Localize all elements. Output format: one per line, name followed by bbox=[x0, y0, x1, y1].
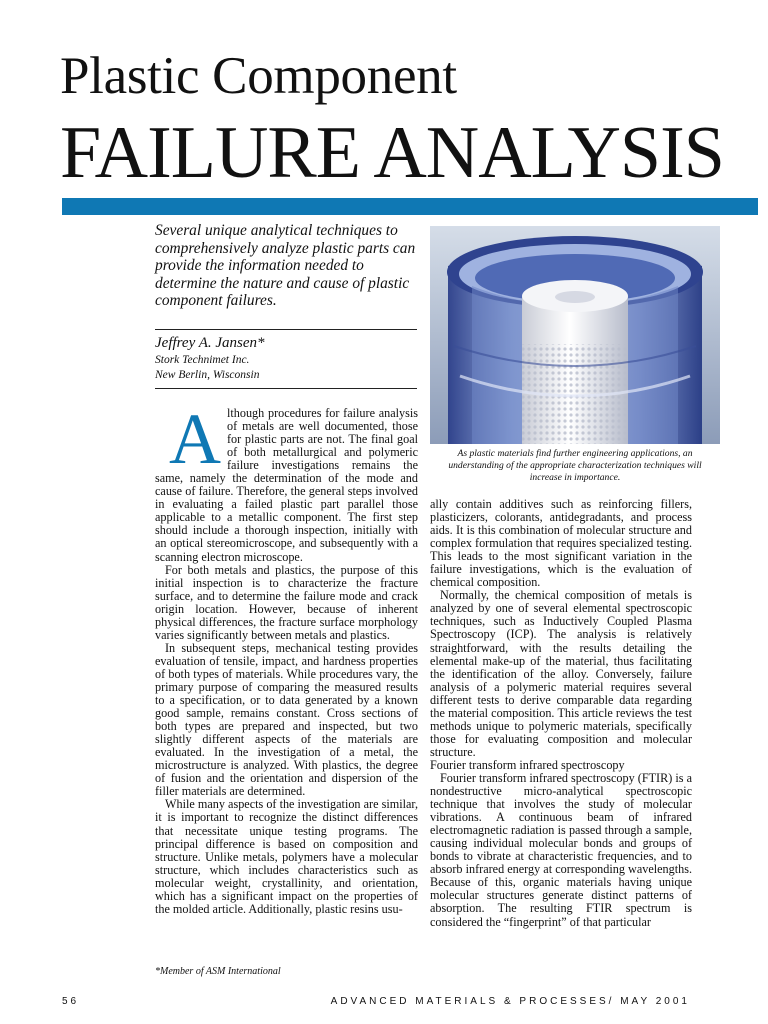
affiliation-company: Stork Technimet Inc. bbox=[155, 354, 250, 366]
body-column-2 bbox=[430, 498, 692, 978]
title-line-1: Plastic Component bbox=[60, 47, 457, 105]
author-affiliation bbox=[155, 353, 259, 383]
title-accent-bar bbox=[62, 198, 758, 215]
page-number: 56 bbox=[62, 996, 80, 1007]
body-paragraph: Fourier transform infrared spectroscopy (FTIR) is a nondestructive micro-analytical spectroscopic technique that involves the study of molecular vibrations. A continuous beam of infrared electromagnetic radiation is passed through a sample, causing individual molecular bonds and groups of bonds to vibrate at characteristic frequencies, and to absorb infrared energy at corresponding wavelengths. Because of this, organic materials having unique molecular structures generate distinct patterns of absorption. The resulting FTIR spectrum is considered the “fingerprint” of that particular bbox=[430, 770, 692, 929]
title-line-2: FAILURE ANALYSIS bbox=[60, 112, 724, 194]
deck-summary: Several unique analytical techniques to comprehensively analyze plastic parts can provide the information needed to determine the nature and cause of plastic component failures. bbox=[155, 222, 416, 310]
body-paragraph: ally contain additives such as reinforcing fillers, plasticizers, colorants, antidegradants, and process aids. It is this combination of molecular structure and complex formulation that requires specialized testing. This leads to the most significant variation in the failure investigations, which is the evaluation of chemical composition. bbox=[430, 497, 692, 590]
body-paragraph: In subsequent steps, mechanical testing provides evaluation of tensile, impact, and hardness properties of both types of materials. While procedures vary, the primary purpose of comparing the measured results to a specification, or to data generated by a known good sample, remains constant. Cross sections of both types are prepared and inspected, but two slightly different aspects of the materials are evaluated. In the investigation of a metal, the microstructure is analyzed. With plastics, the degree of fusion and the orientation and dispersion of the filler materials are determined. bbox=[155, 640, 418, 799]
author-rule bbox=[155, 388, 417, 389]
affiliation-location: New Berlin, Wisconsin bbox=[155, 369, 260, 381]
author-footnote: *Member of ASM International bbox=[155, 966, 281, 977]
body-column-1 bbox=[155, 399, 418, 969]
body-paragraph: For both metals and plastics, the purpose of this initial inspection is to characterize the fracture surface, and to determine the failure mode and crack origin location. However, because of inherent physical differences, the fracture surface morphology varies significantly between metals and plastics. bbox=[155, 562, 418, 642]
drop-cap: A bbox=[169, 399, 221, 479]
deck-rule bbox=[155, 329, 417, 330]
body-paragraph: While many aspects of the investigation are similar, it is important to recognize the distinct differences that necessitate unique testing programs. The principal difference is based on composition and structure. Unlike metals, polymers have a molecular structure, which includes characteristics such as molecular weight, crystallinity, and orientation, which has a significant impact on the properties of the molded article. Additionally, plastic resins usu- bbox=[155, 797, 418, 916]
filter-housing-photo bbox=[430, 226, 720, 444]
section-heading: Fourier transform infrared spectroscopy bbox=[430, 757, 625, 772]
author-name: Jeffrey A. Jansen* bbox=[155, 335, 265, 351]
photo-illustration bbox=[430, 226, 720, 444]
body-paragraph: Normally, the chemical composition of metals is analyzed by one of several elemental spectroscopic techniques, such as Inductively Coupled Plasma Spectroscopy (ICP). The analysis is relatively straightforward, with the results detailing the elemental make-up of the material, thus facilitating the identification of the alloy. Conversely, failure analysis of a polymeric material requires several different tests to derive comparable data regarding the material composition. This article reviews the test methods unique to polymeric materials, specifically those for evaluating composition and molecular structure. bbox=[430, 588, 692, 759]
body-paragraph bbox=[155, 399, 418, 564]
photo-caption: As plastic materials find further engineering applications, an understanding of the appropriate characterization techniques will increase in importance. bbox=[448, 448, 702, 483]
paragraph-text: lthough procedures for failure analysis of metals are well documented, those for plastic parts are not. The final goal of both metallurgical and polymeric failure investigations remains the same, namely the determination of the mode and cause of failure. Therefore, the general steps involved in evaluating a failed plastic part parallel those applicable to a metallic component. The first step should include a thorough inspection, initially with an optical stereomicroscope, and subsequently with a scanning electron microscope. bbox=[155, 406, 418, 564]
journal-footer: ADVANCED MATERIALS & PROCESSES/ MAY 2001 bbox=[330, 996, 690, 1007]
